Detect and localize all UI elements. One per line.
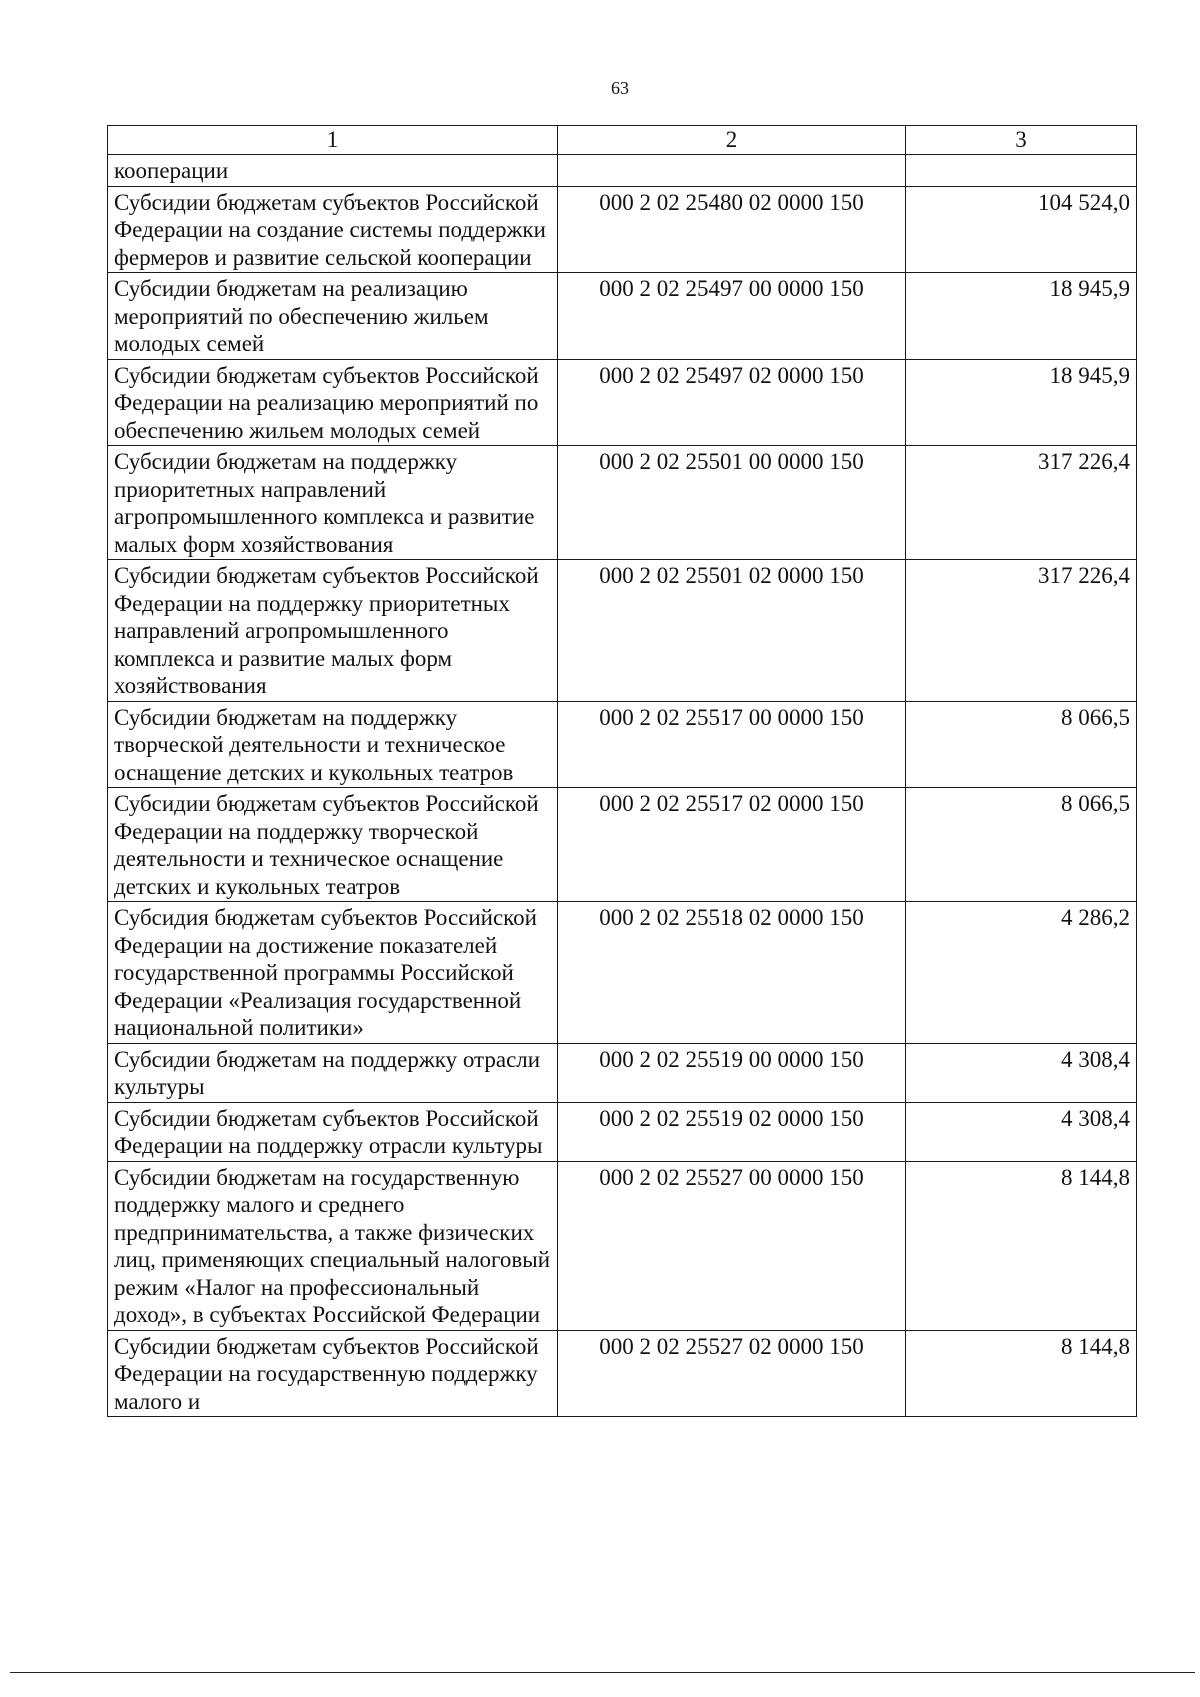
row-code: 000 2 02 25480 02 0000 150	[558, 186, 906, 273]
row-code: 000 2 02 25517 02 0000 150	[558, 788, 906, 902]
row-name: Субсидии бюджетам на поддержку отрасли культуры	[108, 1043, 558, 1102]
row-code: 000 2 02 25517 00 0000 150	[558, 701, 906, 788]
column-header-2: 2	[558, 126, 906, 155]
table-row	[108, 155, 1137, 187]
row-code: 000 2 02 25527 00 0000 150	[558, 1161, 906, 1330]
row-amount	[906, 155, 1137, 187]
table-row	[108, 1161, 1137, 1330]
row-code: 000 2 02 25497 00 0000 150	[558, 273, 906, 360]
row-amount: 4 286,2	[906, 902, 1137, 1044]
row-code: 000 2 02 25527 02 0000 150	[558, 1330, 906, 1417]
row-amount: 8 144,8	[906, 1330, 1137, 1417]
row-name: Субсидии бюджетам на поддержку творческой деятельности и техническое оснащение детских и кукольных театров	[108, 701, 558, 788]
table-row	[108, 359, 1137, 446]
row-name: Субсидии бюджетам на поддержку приоритетных направлений агропромышленного комплекса и развитие малых форм хозяйствования	[108, 446, 558, 560]
row-name: Субсидии бюджетам на реализацию мероприятий по обеспечению жильем молодых семей	[108, 273, 558, 360]
table-row	[108, 1043, 1137, 1102]
row-name: Субсидии бюджетам субъектов Российской Федерации на поддержку творческой деятельности и техническое оснащение детских и кукольных театров	[108, 788, 558, 902]
row-code: 000 2 02 25501 02 0000 150	[558, 560, 906, 702]
header-row	[108, 126, 1137, 155]
table-body	[108, 155, 1137, 1417]
row-amount: 317 226,4	[906, 560, 1137, 702]
row-name: Субсидии бюджетам на государственную поддержку малого и среднего предпринимательства, а также физических лиц, применяющих специальный налоговый режим «Налог на профессиональный доход», в субъектах Российской Федерации	[108, 1161, 558, 1330]
row-amount: 317 226,4	[906, 446, 1137, 560]
table-row	[108, 1102, 1137, 1161]
row-amount: 104 524,0	[906, 186, 1137, 273]
row-code: 000 2 02 25518 02 0000 150	[558, 902, 906, 1044]
row-name: Субсидия бюджетам субъектов Российской Федерации на достижение показателей государственной программы Российской Федерации «Реализация государственной национальной политики»	[108, 902, 558, 1044]
table-row	[108, 560, 1137, 702]
table-row	[108, 701, 1137, 788]
row-code	[558, 155, 906, 187]
row-amount: 18 945,9	[906, 359, 1137, 446]
row-name: Субсидии бюджетам субъектов Российской Федерации на государственную поддержку малого и	[108, 1330, 558, 1417]
row-code: 000 2 02 25519 02 0000 150	[558, 1102, 906, 1161]
row-amount: 8 144,8	[906, 1161, 1137, 1330]
table-row	[108, 788, 1137, 902]
table-row	[108, 446, 1137, 560]
row-amount: 8 066,5	[906, 788, 1137, 902]
table-row	[108, 902, 1137, 1044]
table-row	[108, 273, 1137, 360]
row-name: Субсидии бюджетам субъектов Российской Федерации на реализацию мероприятий по обеспечению жильем молодых семей	[108, 359, 558, 446]
bottom-rule	[10, 1672, 1195, 1673]
row-amount: 8 066,5	[906, 701, 1137, 788]
budget-table	[107, 125, 1137, 1417]
row-name: Субсидии бюджетам субъектов Российской Федерации на создание системы поддержки фермеров и развитие сельской кооперации	[108, 186, 558, 273]
row-name: Субсидии бюджетам субъектов Российской Федерации на поддержку приоритетных направлений агропромышленного комплекса и развитие малых форм хозяйствования	[108, 560, 558, 702]
row-name: кооперации	[108, 155, 558, 187]
table-row	[108, 186, 1137, 273]
page-number: 63	[611, 78, 629, 98]
row-code: 000 2 02 25501 00 0000 150	[558, 446, 906, 560]
column-header-3: 3	[906, 126, 1137, 155]
table-header	[108, 126, 1137, 155]
row-name: Субсидии бюджетам субъектов Российской Федерации на поддержку отрасли культуры	[108, 1102, 558, 1161]
row-code: 000 2 02 25497 02 0000 150	[558, 359, 906, 446]
row-code: 000 2 02 25519 00 0000 150	[558, 1043, 906, 1102]
row-amount: 4 308,4	[906, 1043, 1137, 1102]
row-amount: 18 945,9	[906, 273, 1137, 360]
row-amount: 4 308,4	[906, 1102, 1137, 1161]
column-header-1: 1	[108, 126, 558, 155]
table-row	[108, 1330, 1137, 1417]
